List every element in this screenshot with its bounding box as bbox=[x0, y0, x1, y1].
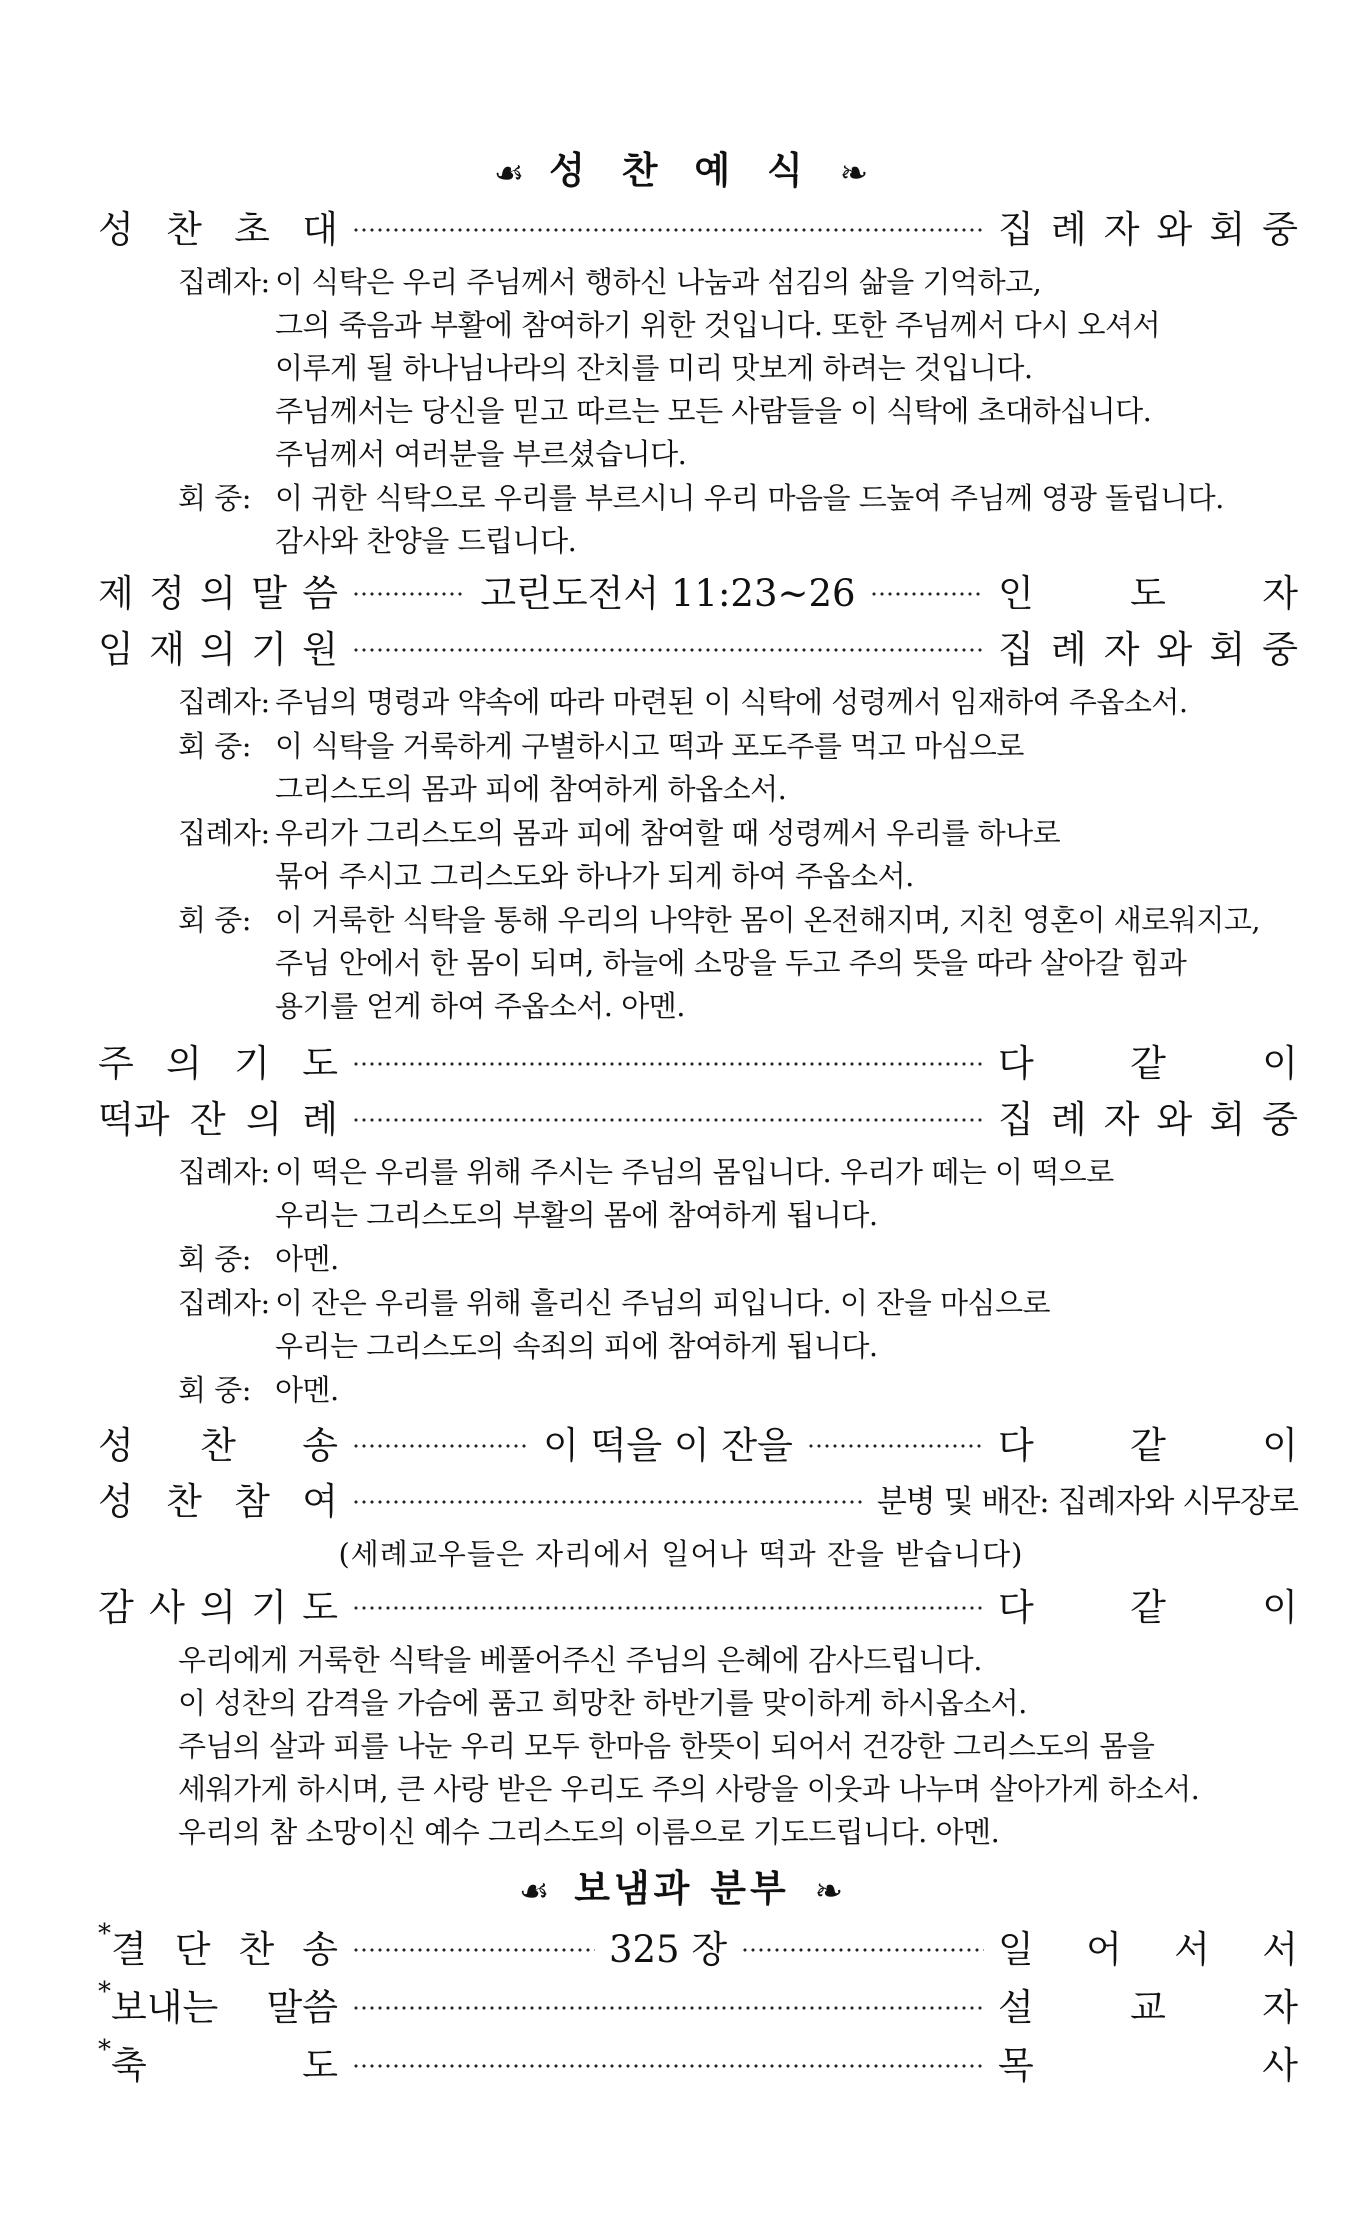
speaker-label: 집례자: bbox=[178, 685, 270, 719]
liturgy-line: 주님의 명령과 약속에 따라 마련된 이 식탁에 성령께서 임재하여 주옵소서. bbox=[275, 685, 1188, 719]
standing-mark: * bbox=[98, 1919, 111, 1949]
prayer-line: 세워가게 하시며, 큰 사랑 받은 우리도 주의 사랑을 이웃과 나누며 살아가게 하소서. bbox=[178, 1772, 1200, 1806]
order-leader: 집 례 자 와 회 중 bbox=[998, 208, 1298, 251]
order-label: 임 재 의 기 원 bbox=[98, 628, 338, 671]
order-leader: 목 사 bbox=[998, 2044, 1298, 2087]
liturgy-line: 주님께서 여러분을 부르셨습니다. bbox=[275, 437, 687, 471]
liturgy-line: 이 잔은 우리를 위해 흘리신 주님의 피입니다. 이 잔을 마심으로 bbox=[275, 1286, 1051, 1320]
leader-dots bbox=[352, 227, 984, 233]
section-title-text: 보냄과 분부 bbox=[574, 1866, 790, 1910]
liturgy-line: 이 귀한 식탁으로 우리를 부르시니 우리 마음을 드높여 주님께 영광 돌립니다. bbox=[275, 481, 1224, 515]
speaker-label: 집례자: bbox=[178, 816, 270, 850]
leader-dots bbox=[870, 591, 984, 597]
order-leader: 일 어 서 서 bbox=[998, 1928, 1298, 1971]
liturgy-line: 그리스도의 몸과 피에 참여하게 하옵소서. bbox=[275, 772, 787, 806]
liturgy-line: 우리는 그리스도의 속죄의 피에 참여하게 됩니다. bbox=[275, 1329, 878, 1363]
speaker-label: 집례자: bbox=[178, 1155, 270, 1189]
liturgy-line: 아멘. bbox=[275, 1242, 339, 1276]
liturgy-line: 이 거룩한 식탁을 통해 우리의 나약한 몸이 온전해지며, 지친 영혼이 새로워지고, bbox=[275, 903, 1261, 937]
order-label: 감 사 의 기 도 bbox=[98, 1586, 338, 1629]
order-row-commitment-hymn bbox=[98, 1919, 1298, 1971]
speaker-label: 집례자: bbox=[178, 1286, 270, 1320]
leader-dots bbox=[352, 647, 984, 653]
order-label: 성 찬 송 bbox=[98, 1424, 338, 1467]
order-label: 떡과 잔 의 례 bbox=[98, 1098, 338, 1141]
prayer-line: 이 성찬의 감격을 가슴에 품고 희망찬 하반기를 맞이하게 하시옵소서. bbox=[178, 1686, 1027, 1720]
order-row-participation bbox=[98, 1474, 1298, 1522]
order-row-communion-hymn bbox=[98, 1418, 1298, 1466]
liturgy-line: 그의 죽음과 부활에 참여하기 위한 것입니다. 또한 주님께서 다시 오셔서 bbox=[275, 308, 1161, 342]
prayer-line: 우리의 참 소망이신 예수 그리스도의 이름으로 기도드립니다. 아멘. bbox=[178, 1815, 1000, 1849]
leader-dots bbox=[741, 1947, 984, 1953]
speaker-label: 회 중: bbox=[178, 729, 252, 763]
order-leader: 집 례 자 와 회 중 bbox=[998, 628, 1298, 671]
ornament-right-icon: ❧ bbox=[839, 153, 869, 194]
order-label: *결 단 찬 송 bbox=[98, 1919, 338, 1971]
liturgy-line: 주님 안에서 한 몸이 되며, 하늘에 소망을 두고 주의 뜻을 따라 살아갈 힘과 bbox=[275, 946, 1187, 980]
liturgy-line: 아멘. bbox=[275, 1373, 339, 1407]
order-row-epiclesis bbox=[98, 622, 1298, 670]
standing-mark: * bbox=[98, 2035, 111, 2065]
hymn-number: 325 장 bbox=[608, 1928, 728, 1971]
liturgy-line: 이 식탁을 거룩하게 구별하시고 떡과 포도주를 먹고 마심으로 bbox=[275, 729, 1024, 763]
order-row-thanksgiving bbox=[98, 1580, 1298, 1628]
order-label: 성 찬 초 대 bbox=[98, 208, 338, 251]
liturgy-line: 우리가 그리스도의 몸과 피에 참여할 때 성령께서 우리를 하나로 bbox=[275, 816, 1061, 850]
liturgy-line: 이 떡은 우리를 위해 주시는 주님의 몸입니다. 우리가 떼는 이 떡으로 bbox=[275, 1155, 1114, 1189]
speaker-label: 회 중: bbox=[178, 903, 252, 937]
order-row-lords-prayer bbox=[98, 1036, 1298, 1084]
order-label: 주 의 기 도 bbox=[98, 1042, 338, 1085]
participation-note: (세례교우들은 자리에서 일어나 떡과 잔을 받습니다) bbox=[338, 1537, 1024, 1571]
liturgy-line: 주님께서는 당신을 믿고 따르는 모든 사람들을 이 식탁에 초대하십니다. bbox=[275, 394, 1152, 428]
ornament-left-icon: ☙ bbox=[518, 1871, 550, 1912]
prayer-line: 주님의 살과 피를 나눈 우리 모두 한마음 한뜻이 되어서 건강한 그리스도의 몸을 bbox=[178, 1729, 1155, 1763]
liturgy-line: 이 식탁은 우리 주님께서 행하신 나눔과 섬김의 삶을 기억하고, bbox=[275, 265, 1042, 299]
speaker-label: 회 중: bbox=[178, 481, 252, 515]
order-label: *축 도 bbox=[98, 2035, 338, 2087]
liturgy-line: 우리는 그리스도의 부활의 몸에 참여하게 됩니다. bbox=[275, 1198, 878, 1232]
leader-dots bbox=[352, 2063, 984, 2069]
section-title-sending bbox=[0, 1858, 1362, 1912]
leader-dots bbox=[807, 1443, 984, 1449]
leader-dots bbox=[352, 1061, 984, 1067]
liturgy-line: 이루게 될 하나님나라의 잔치를 미리 맛보게 하려는 것입니다. bbox=[275, 351, 1033, 385]
order-row-words-of-institution bbox=[98, 566, 1298, 614]
order-leader: 집 례 자 와 회 중 bbox=[998, 1098, 1298, 1141]
standing-mark: * bbox=[98, 1977, 111, 2007]
leader-dots bbox=[352, 591, 466, 597]
order-row-invitation bbox=[98, 202, 1298, 250]
order-leader: 다 같 이 bbox=[998, 1586, 1298, 1629]
order-leader: 인 도 자 bbox=[998, 572, 1298, 615]
order-row-benediction bbox=[98, 2035, 1298, 2087]
leader-dots bbox=[352, 1947, 595, 1953]
ornament-left-icon: ☙ bbox=[493, 153, 525, 194]
section-title-communion bbox=[0, 140, 1362, 194]
liturgy-line: 용기를 얻게 하여 주옵소서. 아멘. bbox=[275, 989, 685, 1023]
leader-dots bbox=[352, 1117, 984, 1123]
speaker-label: 집례자: bbox=[178, 265, 270, 299]
order-row-sending-word bbox=[98, 1977, 1298, 2029]
leader-dots bbox=[352, 1605, 984, 1611]
order-label: 제 정 의 말 씀 bbox=[98, 572, 338, 615]
order-row-bread-and-cup bbox=[98, 1092, 1298, 1140]
order-leader: 다 같 이 bbox=[998, 1424, 1298, 1467]
hymn-title: 이 떡을 이 잔을 bbox=[543, 1424, 793, 1467]
liturgy-line: 감사와 찬양을 드립니다. bbox=[275, 524, 577, 558]
speaker-label: 회 중: bbox=[178, 1373, 252, 1407]
leader-dots bbox=[352, 2005, 984, 2011]
ornament-right-icon: ❧ bbox=[814, 1871, 844, 1912]
order-leader: 분병 및 배잔: 집례자와 시무장로 bbox=[876, 1483, 1298, 1520]
section-title-text: 성 찬 예 식 bbox=[549, 148, 815, 192]
liturgy-line: 묶어 주시고 그리스도와 하나가 되게 하여 주옵소서. bbox=[275, 859, 914, 893]
leader-dots bbox=[352, 1499, 863, 1505]
leader-dots bbox=[352, 1443, 529, 1449]
order-label: *보내는 말씀 bbox=[98, 1977, 338, 2029]
order-leader: 설 교 자 bbox=[998, 1986, 1298, 2029]
prayer-line: 우리에게 거룩한 식탁을 베풀어주신 주님의 은혜에 감사드립니다. bbox=[178, 1643, 982, 1677]
speaker-label: 회 중: bbox=[178, 1242, 252, 1276]
order-leader: 다 같 이 bbox=[998, 1042, 1298, 1085]
scripture-reference: 고린도전서 11:23~26 bbox=[480, 572, 856, 615]
order-label: 성 찬 참 여 bbox=[98, 1480, 338, 1523]
